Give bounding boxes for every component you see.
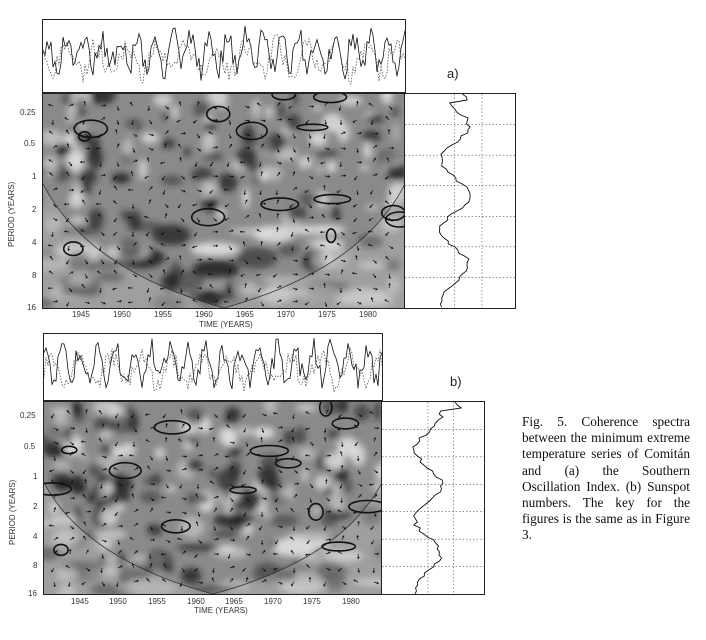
x-tick-label: 1950 (109, 597, 127, 606)
wavelet-coherence-plot-b (43, 401, 383, 595)
y-axis-title-b: PERIOD (YEARS) (8, 479, 17, 545)
time-series-svg-b (44, 334, 382, 400)
x-tick-label: 1975 (303, 597, 321, 606)
y-tick-label: 4 (33, 532, 38, 541)
y-tick-label: 16 (28, 589, 37, 598)
global-spectrum-svg-b (382, 402, 484, 594)
x-tick-label: 1970 (277, 310, 295, 319)
y-tick-label: 0.5 (24, 442, 36, 451)
x-axis-title-a: TIME (YEARS) (199, 320, 253, 329)
panel-label-a: a) (447, 66, 459, 81)
x-tick-label: 1955 (148, 597, 166, 606)
y-tick-label: 0.25 (20, 108, 36, 117)
x-tick-label: 1955 (154, 310, 172, 319)
time-series-line (44, 338, 382, 389)
x-tick-label: 1945 (72, 310, 90, 319)
x-tick-label: 1960 (195, 310, 213, 319)
y-tick-label: 2 (33, 502, 38, 511)
x-tick-label: 1960 (187, 597, 205, 606)
x-tick-label: 1965 (236, 310, 254, 319)
y-tick-label: 8 (32, 271, 37, 280)
y-tick-label: 16 (27, 303, 36, 312)
figure-caption: Fig. 5. Coherence spectra between the minimum extreme temperature series of Comitán and (a) the Southern Oscillation Index. (b) Sunspot numbers. The key for the figures is the same as in Figure 3. (522, 414, 690, 543)
y-tick-label: 1 (33, 472, 38, 481)
global-coherence-curve (413, 402, 461, 594)
x-tick-label: 1945 (71, 597, 89, 606)
x-tick-label: 1975 (318, 310, 336, 319)
y-axis-title-a: PERIOD (YEARS) (7, 181, 16, 247)
y-tick-label: 0.25 (20, 411, 36, 420)
x-tick-label: 1950 (113, 310, 131, 319)
time-series-plot-b (43, 333, 383, 401)
y-tick-label: 4 (32, 238, 37, 247)
panel-label-b: b) (450, 374, 462, 389)
time-series-dotted-line (44, 347, 382, 391)
y-tick-label: 2 (32, 205, 37, 214)
x-tick-label: 1980 (359, 310, 377, 319)
x-tick-label: 1980 (342, 597, 360, 606)
x-axis-title-b: TIME (YEARS) (194, 606, 248, 615)
x-tick-label: 1970 (264, 597, 282, 606)
y-tick-label: 0.5 (24, 139, 36, 148)
x-tick-label: 1965 (225, 597, 243, 606)
global-spectrum-plot-b (381, 401, 485, 595)
y-tick-label: 1 (32, 172, 37, 181)
y-tick-label: 8 (33, 561, 38, 570)
wavelet-coherence-svg-b (44, 402, 382, 594)
